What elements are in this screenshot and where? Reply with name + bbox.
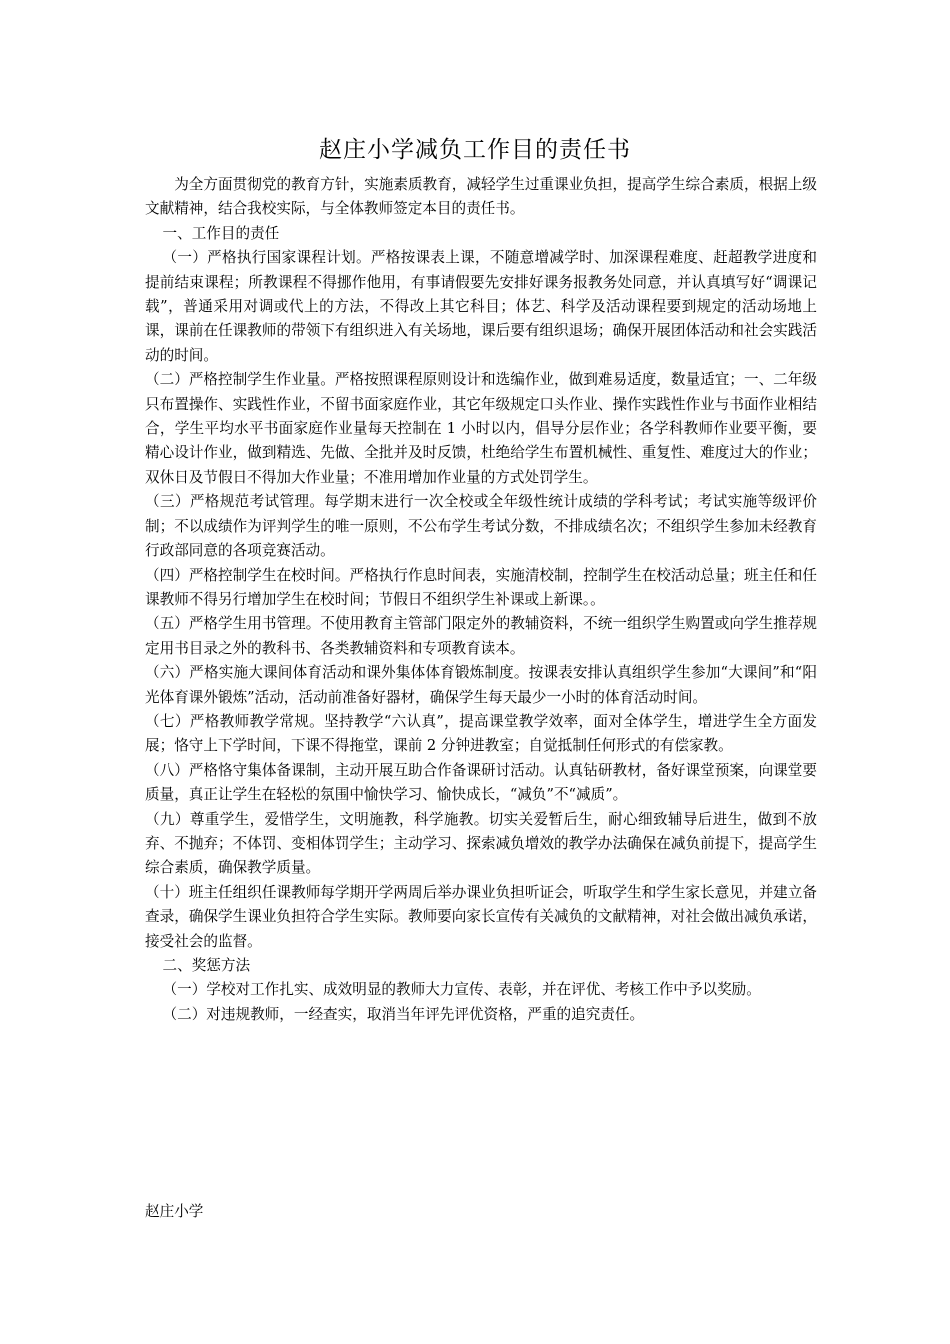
- document-body: [145, 173, 817, 1027]
- list-item: （十）班主任组织任课教师每学期开学两周后举办课业负担听证会，听取学生和学生家长意见，并建立备查录，确保学生课业负担符合学生实际。教师要向家长宣传有关减负的文献精神，对社会做出减负承诺，接受社会的监督。: [145, 883, 817, 950]
- list-item: （六）严格实施大课间体育活动和课外集体体育锻炼制度。按课表安排认真组织学生参加“大课间”和“阳光体育课外锻炼”活动，活动前准备好器材，确保学生每天最少一小时的体育活动时间。: [145, 664, 817, 706]
- section-heading-rewards-penalties: 二、奖惩方法: [162, 957, 251, 974]
- list-item: （九）尊重学生，爱惜学生，文明施教，科学施教。切实关爱暂后生，耐心细致辅导后进生，做到不放弃、不抛弃；不体罚、变相体罚学生；主动学习、探索减负增效的教学办法确保在减负前提下，提高学生综合素质，确保教学质量。: [145, 810, 817, 877]
- list-item: （一）严格执行国家课程计划。严格按课表上课，不随意增减学时、加深课程难度、赶超教学进度和提前结束课程；所教课程不得挪作他用，有事请假要先安排好课务报教务处同意，并认真填写好“调课记载”，普通采用对调或代上的方法，不得改上其它科目；体艺、科学及活动课程要到规定的活动场地上课，课前在任课教师的带领下有组织进入有关场地，课后要有组织退场；确保开展团体活动和社会实践活动的时间。: [145, 249, 817, 364]
- signature-school-name: 赵庄小学: [145, 1203, 204, 1220]
- list-item: （四）严格控制学生在校时间。严格执行作息时间表，实施清校制，控制学生在校活动总量；班主任和任课教师不得另行增加学生在校时间；节假日不组织学生补课或上新课。。: [145, 566, 817, 608]
- list-item: （七）严格教师教学常规。坚持教学“六认真”，提高课堂教学效率，面对全体学生，增进学生全方面发展；恪守上下学时间，下课不得拖堂，课前 2 分钟进教室；自觉抵制任何形式的有偿家教。: [145, 712, 817, 755]
- list-item: （二）严格控制学生作业量。严格按照课程原则设计和选编作业，做到难易适度，数量适宜；一、二年级只布置操作、实践性作业，不留书面家庭作业，其它年级规定口头作业、操作实践性作业与书面作业相结合，学生平均水平书面家庭作业量每天控制在 1 小时以内，倡导分层作业；各学科教师作业要平衡，要精心设计作业，做到精选、先做、全批并及时反馈，杜绝给学生布置机械性、重复性、难度过大的作业；双休日及节假日不得加大作业量；不准用增加作业量的方式处罚学生。: [145, 371, 817, 486]
- list-item: （三）严格规范考试管理。每学期末进行一次全校或全年级性统计成绩的学科考试；考试实施等级评价制；不以成绩作为评判学生的唯一原则，不公布学生考试分数，不排成绩名次；不组织学生参加未经教育行政部同意的各项竞赛活动。: [145, 493, 817, 560]
- section-heading-responsibilities: 一、工作目的责任: [162, 224, 280, 242]
- list-item: （五）严格学生用书管理。不使用教育主管部门限定外的教辅资料，不统一组织学生购置或向学生推荐规定用书目录之外的教科书、各类教辅资料和专项教育读本。: [145, 615, 817, 657]
- list-item: （八）严格恪守集体备课制，主动开展互助合作备课研讨活动。认真钻研教材，备好课堂预案，向课堂要质量，真正让学生在轻松的氛围中愉快学习、愉快成长，“减负”不“减质”。: [145, 761, 817, 804]
- document-title: 赵庄小学减负工作目的责任书: [319, 137, 631, 163]
- reward-paragraph: （一）学校对工作扎实、成效明显的教师大力宣传、表彰，并在评优、考核工作中予以奖励。: [162, 981, 761, 999]
- penalty-paragraph: （二）对违规教师，一经查实，取消当年评先评优资格，严重的追究责任。: [162, 1005, 645, 1023]
- intro-paragraph: 为全方面贯彻党的教育方针，实施素质教育，减轻学生过重课业负担，提高学生综合素质，根据上级文献精神，结合我校实际，与全体教师签定本目的责任书。: [145, 176, 817, 218]
